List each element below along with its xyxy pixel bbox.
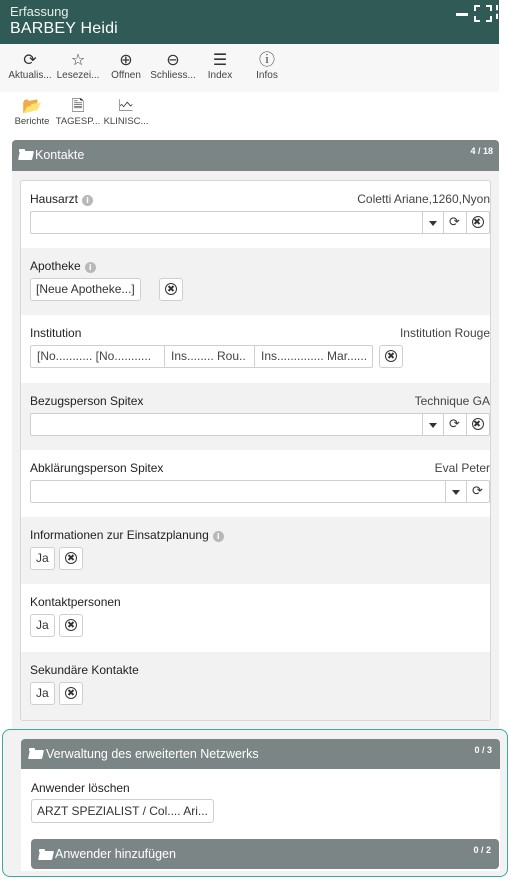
index-button[interactable] <box>196 50 244 81</box>
open-button[interactable] <box>102 50 150 81</box>
abklaerung-combo[interactable] <box>30 480 490 503</box>
einsatzplanung-label-text: Informationen zur Einsatzplanung <box>30 528 209 542</box>
open-label: Öffnen <box>111 70 141 81</box>
einsatzplanung-clear-button[interactable] <box>59 547 83 570</box>
add-user-count: 0 / 2 <box>473 845 491 855</box>
apotheke-row <box>21 248 490 315</box>
chevron-down-icon[interactable] <box>422 212 442 233</box>
folder-open-icon: 📂 <box>22 96 42 115</box>
sekundaer-clear-button[interactable] <box>59 682 83 705</box>
tagesplan-label: TAGESP... <box>55 116 101 127</box>
institution-label: Institution <box>30 326 82 340</box>
info-icon[interactable]: i <box>82 195 93 206</box>
close-circle-icon <box>385 350 397 362</box>
user-chip[interactable]: ARZT SPEZIALIST / Col.... Ari... <box>31 799 214 823</box>
bookmark-label: Lesezei... <box>56 70 100 81</box>
network-body <box>21 769 500 871</box>
window-subtitle: Erfassung <box>10 4 69 19</box>
institution-value: Institution Rouge <box>399 326 490 340</box>
refresh-icon: ⟳ <box>23 50 37 69</box>
refresh-label: Aktualis... <box>8 70 52 81</box>
remove-user-label: Anwender löschen <box>31 781 130 795</box>
add-user-header[interactable] <box>31 839 499 869</box>
institution-clear-button[interactable] <box>379 345 403 368</box>
abklaerung-row <box>21 450 490 517</box>
clear-button[interactable] <box>466 212 488 233</box>
folder-open-icon <box>29 748 43 759</box>
maximize-icon[interactable] <box>474 5 490 20</box>
sekundaer-label: Sekundäre Kontakte <box>30 663 139 677</box>
list-icon: ☰ <box>212 50 228 69</box>
einsatzplanung-chip[interactable]: Ja <box>30 547 55 570</box>
folder-open-icon <box>19 149 33 160</box>
abklaerung-value: Eval Peter <box>434 461 490 475</box>
bezugsperson-combo[interactable] <box>30 413 490 436</box>
institution-row <box>21 315 490 383</box>
clear-button[interactable] <box>466 414 488 435</box>
institution-entry[interactable]: Ins.............. Mar...... <box>254 346 372 367</box>
einsatzplanung-label <box>30 528 224 542</box>
kontaktpersonen-row <box>21 584 490 652</box>
kontaktpersonen-clear-button[interactable] <box>59 614 83 637</box>
reports-label: Berichte <box>14 116 50 127</box>
apotheke-chip[interactable]: [Neue Apotheke...] <box>30 278 141 301</box>
contacts-header[interactable] <box>12 140 499 171</box>
bezugsperson-row <box>21 383 490 450</box>
chevron-down-icon[interactable] <box>445 481 465 502</box>
index-label: Index <box>207 70 233 81</box>
infos-button[interactable] <box>243 50 291 81</box>
contacts-panel <box>12 140 499 730</box>
bezugsperson-value: Technique GA <box>414 394 490 408</box>
close-circle-icon <box>65 687 77 699</box>
hausarzt-label-text: Hausarzt <box>30 192 79 206</box>
refresh-icon[interactable]: ⟳ <box>466 481 488 502</box>
zoom-in-icon: ⊕ <box>119 50 133 69</box>
contacts-count: 4 / 18 <box>470 146 493 156</box>
add-user-title: Anwender hinzufügen <box>55 847 176 861</box>
close-circle-icon <box>65 552 77 564</box>
tagesplan-button[interactable] <box>54 96 102 127</box>
hausarzt-combo[interactable] <box>30 211 490 234</box>
document-icon: 🗎 <box>71 96 85 115</box>
abklaerung-label: Abklärungsperson Spitex <box>30 461 164 475</box>
infos-label: Infos <box>256 70 278 81</box>
apotheke-clear-button[interactable] <box>159 278 183 301</box>
hausarzt-label <box>30 192 93 206</box>
star-icon: ☆ <box>70 50 86 69</box>
institution-entries[interactable] <box>30 345 373 368</box>
patient-name: BARBEY Heidi <box>10 20 118 37</box>
bookmark-button[interactable] <box>54 50 102 81</box>
document-chart-icon: 🗠 <box>117 96 135 115</box>
close-circle-icon <box>165 283 177 295</box>
network-header[interactable] <box>21 739 500 769</box>
reports-button[interactable] <box>10 96 54 127</box>
close-circle-icon <box>472 418 484 430</box>
hausarzt-value: Coletti Ariane,1260,Nyon <box>357 192 490 206</box>
klinisch-button[interactable] <box>101 96 151 127</box>
klinisch-label: KLINISC... <box>103 116 149 127</box>
kontaktpersonen-chip[interactable]: Ja <box>30 614 55 637</box>
info-icon[interactable]: i <box>213 531 224 542</box>
contacts-body <box>20 180 491 721</box>
close-circle-icon <box>472 216 484 228</box>
refresh-icon[interactable]: ⟳ <box>443 212 465 233</box>
refresh-icon[interactable]: ⟳ <box>443 414 465 435</box>
chevron-down-icon[interactable] <box>422 414 442 435</box>
refresh-button[interactable] <box>6 50 54 81</box>
einsatzplanung-row <box>21 517 490 584</box>
sekundaer-chip[interactable]: Ja <box>30 682 55 705</box>
bezugsperson-label: Bezugsperson Spitex <box>30 394 144 408</box>
contacts-title: Kontakte <box>35 148 85 162</box>
zoom-out-icon: ⊖ <box>166 50 180 69</box>
kontaktpersonen-label: Kontaktpersonen <box>30 595 121 609</box>
close-label: Schliess... <box>150 70 196 81</box>
network-section <box>2 729 508 877</box>
more-icon[interactable] <box>496 5 499 19</box>
window-titlebar <box>0 0 499 44</box>
toolbar <box>0 44 499 92</box>
minimize-icon[interactable] <box>455 5 469 19</box>
info-icon[interactable]: i <box>85 262 96 273</box>
sekundaer-row <box>21 652 490 721</box>
network-count: 0 / 3 <box>474 745 492 755</box>
apotheke-label <box>30 259 96 273</box>
institution-entry[interactable]: [No........... [No........... <box>37 349 152 363</box>
reports-toolbar <box>0 92 499 134</box>
hausarzt-row <box>21 181 490 248</box>
info-icon: ⓘ <box>258 50 275 69</box>
network-title: Verwaltung des erweiterten Netzwerks <box>46 747 259 761</box>
folder-icon <box>39 849 53 860</box>
institution-entry[interactable]: Ins........ Rou.. <box>164 346 254 367</box>
apotheke-label-text: Apotheke <box>30 259 81 273</box>
close-button[interactable] <box>149 50 197 81</box>
close-circle-icon <box>65 619 77 631</box>
